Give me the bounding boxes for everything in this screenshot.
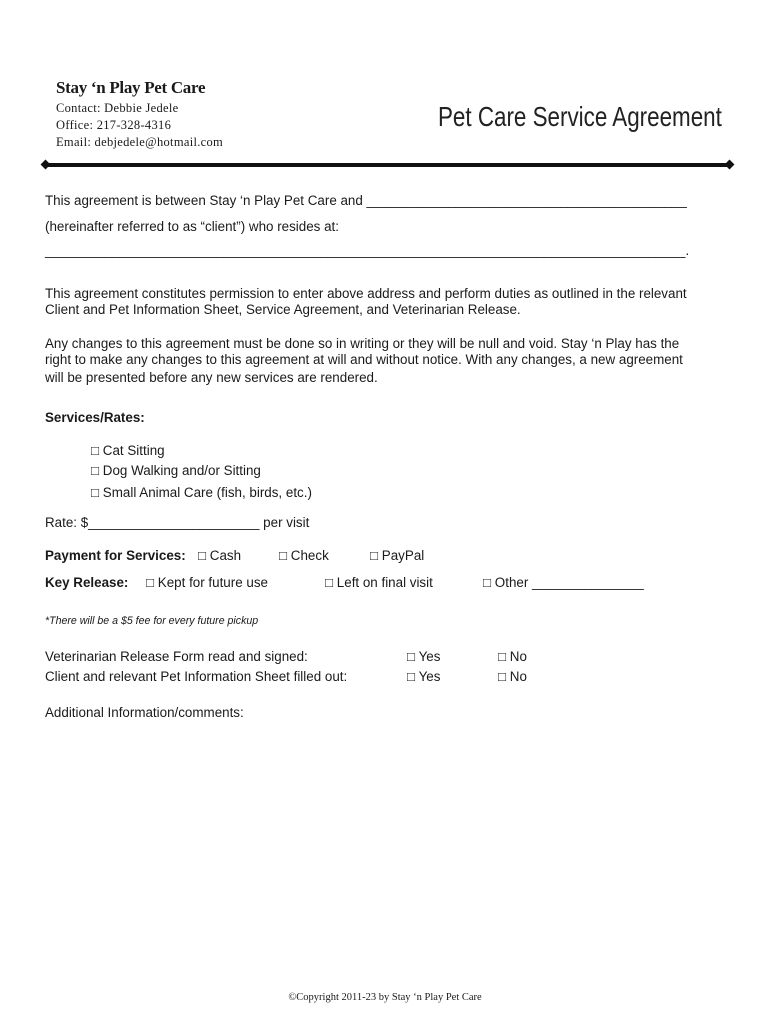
- office-phone: Office: 217-328-4316: [56, 118, 172, 132]
- permission-line-1: This agreement constitutes permission to enter above address and perform duties as outlined in the relevant: [45, 286, 687, 301]
- payment-cash-checkbox[interactable]: □ Cash: [198, 548, 242, 563]
- service-cat-sitting-checkbox[interactable]: □ Cat Sitting: [91, 443, 165, 458]
- copyright-footer: ©Copyright 2011-23 by Stay ‘n Play Pet Care: [288, 992, 482, 1003]
- service-small-animal-checkbox[interactable]: □ Small Animal Care (fish, birds, etc.): [91, 485, 312, 500]
- key-kept-checkbox[interactable]: □ Kept for future use: [146, 575, 268, 590]
- vet-release-yes-checkbox[interactable]: □ Yes: [407, 649, 441, 664]
- contact-name: Contact: Debbie Jedele: [56, 101, 179, 115]
- email-address: Email: debjedele@hotmail.com: [56, 135, 224, 149]
- changes-line-2: right to make any changes to this agreement at will and without notice. With any changes, a new agreement: [45, 352, 683, 367]
- header-divider: [46, 163, 730, 167]
- pickup-fee-note: *There will be a $5 fee for every future pickup: [45, 615, 259, 627]
- document-title: Pet Care Service Agreement: [438, 101, 722, 132]
- info-sheet-no-checkbox[interactable]: □ No: [498, 669, 527, 684]
- vet-release-label: Veterinarian Release Form read and signed:: [45, 649, 308, 664]
- divider-right-diamond-icon: [725, 160, 735, 170]
- payment-label: Payment for Services:: [45, 548, 186, 563]
- key-release-label: Key Release:: [45, 575, 129, 590]
- intro-line-2: (hereinafter referred to as “client”) who resides at:: [45, 219, 339, 234]
- company-name: Stay ‘n Play Pet Care: [56, 78, 206, 97]
- info-sheet-label: Client and relevant Pet Information Sheet filled out:: [45, 669, 348, 684]
- rate-field[interactable]: Rate: $_______________________ per visit: [45, 515, 310, 530]
- changes-line-3: will be presented before any new services are rendered.: [45, 370, 378, 385]
- key-left-checkbox[interactable]: □ Left on final visit: [325, 575, 433, 590]
- intro-line-1: This agreement is between Stay ‘n Play Pet Care and ___________________________________________: [45, 193, 687, 208]
- divider-left-diamond-icon: [41, 160, 51, 170]
- payment-check-checkbox[interactable]: □ Check: [279, 548, 329, 563]
- permission-line-2: Client and Pet Information Sheet, Service Agreement, and Veterinarian Release.: [45, 302, 521, 317]
- changes-line-1: Any changes to this agreement must be done so in writing or they will be null and void. Stay ‘n Play has the: [45, 336, 680, 351]
- info-sheet-yes-checkbox[interactable]: □ Yes: [407, 669, 441, 684]
- intro-address-line: ______________________________________________________________________________________.: [45, 243, 690, 258]
- payment-paypal-checkbox[interactable]: □ PayPal: [370, 548, 425, 563]
- service-dog-walking-checkbox[interactable]: □ Dog Walking and/or Sitting: [91, 463, 261, 478]
- key-other-checkbox[interactable]: □ Other _______________: [483, 575, 644, 590]
- vet-release-no-checkbox[interactable]: □ No: [498, 649, 527, 664]
- additional-info-label: Additional Information/comments:: [45, 705, 244, 720]
- services-heading: Services/Rates:: [45, 410, 145, 425]
